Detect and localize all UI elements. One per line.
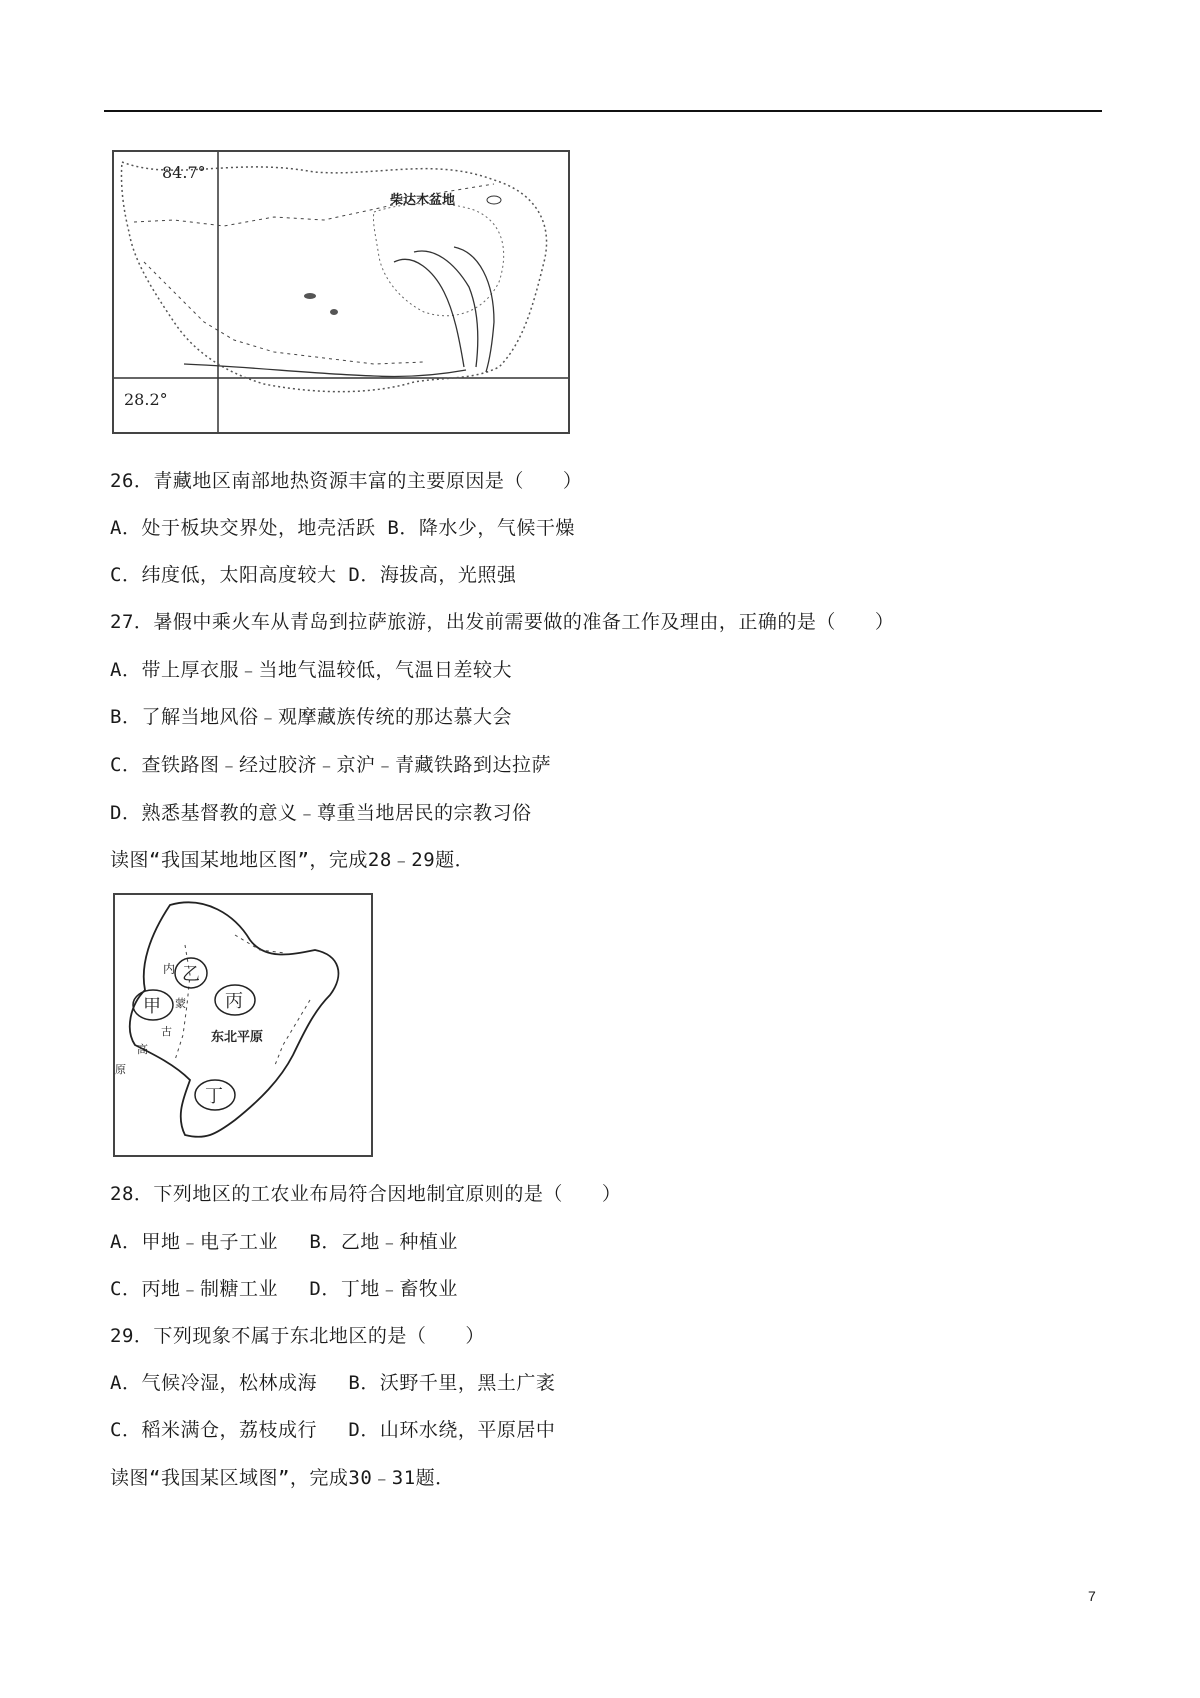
river-3 bbox=[454, 247, 494, 372]
q27-option-d: D．熟悉基督教的意义﹣尊重当地居民的宗教习俗 bbox=[110, 802, 532, 824]
label-ding: 丁 bbox=[205, 1086, 223, 1107]
label-gu: 古 bbox=[161, 1025, 172, 1038]
q28-options-cd: C．丙地﹣制糖工业 D．丁地﹣畜牧业 bbox=[110, 1278, 458, 1300]
qaidam-basin-label: 柴达木盆地 bbox=[390, 193, 456, 208]
latitude-label: 28.2° bbox=[124, 390, 168, 409]
qinghai-tibet-map bbox=[112, 150, 570, 434]
label-gao: 高 bbox=[137, 1043, 148, 1056]
q28-options-ab: A．甲地﹣电子工业 B．乙地﹣种植业 bbox=[110, 1231, 458, 1253]
yarlung-river bbox=[184, 364, 466, 377]
q26-options-cd: C．纬度低，太阳高度较大 D．海拔高，光照强 bbox=[110, 564, 517, 586]
q26-options-ab: A．处于板块交界处，地壳活跃 B．降水少，气候干燥 bbox=[110, 517, 575, 539]
q29-options-ab: A．气候冷湿，松林成海 B．沃野千里，黑土广袤 bbox=[110, 1372, 556, 1394]
lake-2 bbox=[330, 309, 338, 315]
himalaya-range bbox=[144, 262, 424, 364]
region-boundary bbox=[121, 162, 546, 392]
label-nei: 内 bbox=[163, 962, 176, 976]
page-number: 7 bbox=[1088, 1588, 1096, 1604]
q28-stem: 28．下列地区的工农业布局符合因地制宜原则的是（ ） bbox=[110, 1183, 622, 1205]
q30-31-intro: 读图“我国某区域图”，完成30﹣31题． bbox=[110, 1467, 455, 1489]
label-meng: 蒙 bbox=[175, 997, 186, 1010]
lake-1 bbox=[304, 293, 316, 299]
q28-29-intro: 读图“我国某地地区图”，完成28﹣29题． bbox=[110, 849, 475, 871]
river-2 bbox=[414, 251, 478, 367]
lesser-khingan-range bbox=[235, 935, 285, 953]
lake-qinghai bbox=[487, 196, 501, 204]
northeast-china-map bbox=[113, 893, 373, 1157]
region-outline bbox=[130, 902, 339, 1137]
q29-stem: 29．下列现象不属于东北地区的是（ ） bbox=[110, 1325, 485, 1347]
header-rule bbox=[104, 110, 1102, 112]
q27-stem: 27．暑假中乘火车从青岛到拉萨旅游，出发前需要做的准备工作及理由，正确的是（ ） bbox=[110, 611, 895, 633]
label-yi: 乙 bbox=[182, 964, 200, 985]
qinghai-boundary bbox=[373, 203, 503, 315]
longitude-label: 84.7° bbox=[162, 163, 206, 182]
q27-option-c: C．查铁路图﹣经过胶济﹣京沪﹣青藏铁路到达拉萨 bbox=[110, 754, 551, 776]
q27-option-b: B．了解当地风俗﹣观摩藏族传统的那达慕大会 bbox=[110, 706, 512, 728]
northeast-china-map-drawing bbox=[115, 895, 371, 1155]
label-yuan: 原 bbox=[115, 1063, 126, 1076]
label-northeast-plain: 东北平原 bbox=[211, 1030, 264, 1045]
q27-option-a: A．带上厚衣服﹣当地气温较低，气温日差较大 bbox=[110, 659, 512, 681]
qinghai-tibet-map-drawing bbox=[114, 152, 568, 432]
q29-options-cd: C．稻米满仓，荔枝成行 D．山环水绕，平原居中 bbox=[110, 1419, 556, 1441]
q26-stem: 26．青藏地区南部地热资源丰富的主要原因是（ ） bbox=[110, 470, 583, 492]
label-jia: 甲 bbox=[143, 996, 161, 1017]
label-bing: 丙 bbox=[225, 991, 243, 1012]
